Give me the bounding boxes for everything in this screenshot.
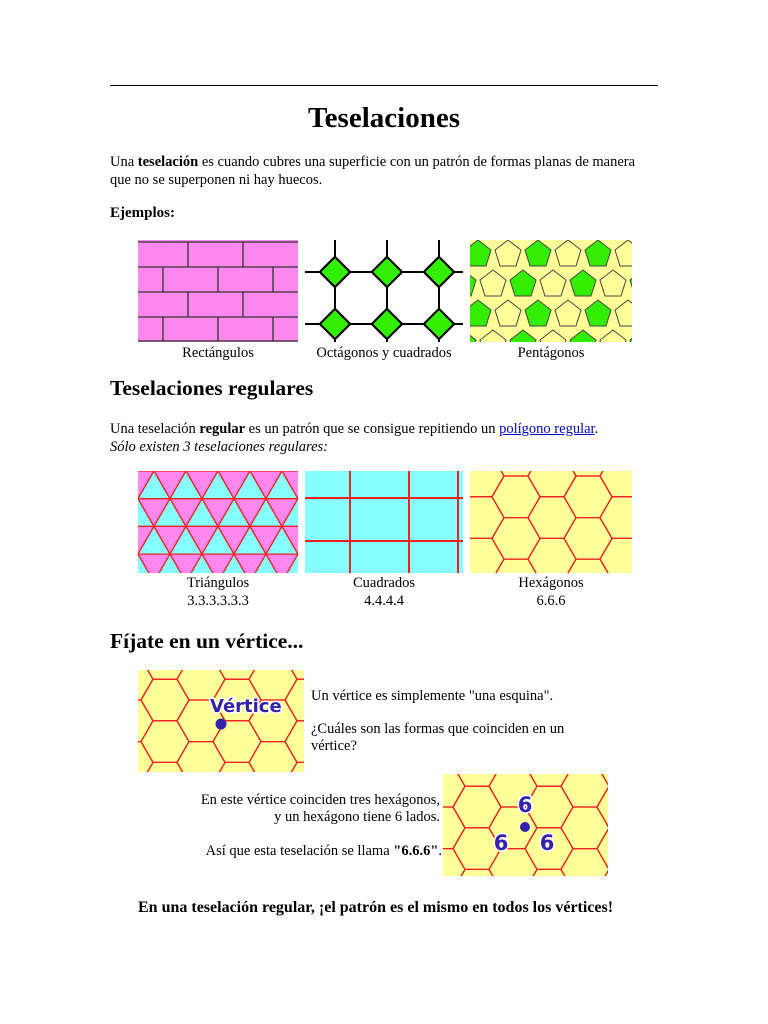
vertex-hexagon-image bbox=[138, 670, 304, 772]
vertex-p3-line1: En este vértice coinciden tres hexágonos, bbox=[200, 792, 440, 808]
regular-term: regular bbox=[199, 421, 246, 437]
hex-number-top: 6 bbox=[517, 793, 533, 817]
pentagon-tiles bbox=[470, 240, 632, 342]
caption-hexagons bbox=[470, 574, 632, 610]
squares-name: Cuadrados bbox=[352, 575, 415, 591]
intro-paragraph bbox=[110, 153, 650, 189]
triangle-tiles bbox=[138, 471, 298, 573]
caption-octagons-squares: Octágonos y cuadrados bbox=[316, 345, 452, 361]
intro-pre: Una bbox=[110, 154, 138, 170]
vertex-label: Vértice bbox=[210, 696, 282, 717]
vertex-dot-icon bbox=[216, 719, 227, 730]
triangle-tiling-image bbox=[138, 471, 298, 573]
hexagons-name: Hexágonos bbox=[518, 575, 584, 591]
vertex-heading: Fíjate en un vértice... bbox=[110, 629, 304, 653]
caption-pentagons: Pentágonos bbox=[517, 345, 585, 361]
hex-number-left: 6 bbox=[493, 831, 509, 855]
regular-paragraph bbox=[110, 420, 650, 456]
regular-polygon-link[interactable]: polígono regular bbox=[499, 421, 595, 437]
cyan-background bbox=[305, 471, 463, 573]
regular-italic-note: Sólo existen 3 teselaciones regulares: bbox=[110, 439, 328, 455]
vertex-p4-term: "6.6.6" bbox=[393, 843, 439, 859]
examples-heading: Ejemplos: bbox=[110, 205, 175, 221]
octagon-square-tiles bbox=[305, 240, 463, 342]
hexagons-code: 6.6.6 bbox=[536, 593, 566, 609]
triangles-code: 3.3.3.3.3.3 bbox=[187, 593, 249, 609]
yellow-background bbox=[470, 471, 632, 573]
caption-triangles bbox=[138, 574, 298, 610]
pentagon-tiling-image bbox=[470, 240, 632, 342]
regular-heading: Teselaciones regulares bbox=[110, 376, 314, 400]
caption-squares bbox=[305, 574, 463, 610]
triangles-name: Triángulos bbox=[186, 575, 250, 591]
intro-term: teselación bbox=[137, 154, 199, 170]
six-six-six-image bbox=[443, 774, 608, 876]
vertex-dot-icon bbox=[520, 822, 530, 832]
page-title: Teselaciones bbox=[308, 102, 460, 134]
hexagon-tiles bbox=[470, 471, 632, 573]
regular-text-mid: es un patrón que se consigue repitiendo un bbox=[245, 421, 500, 437]
regular-text-pre: Una teselación bbox=[110, 421, 200, 437]
vertex-p2: ¿Cuáles son las formas que coinciden en un vértice? bbox=[311, 721, 565, 754]
octagon-square-tiling-image bbox=[305, 240, 463, 342]
square-tiling-image bbox=[305, 471, 463, 573]
regular-text-end: . bbox=[594, 421, 599, 437]
vertex-p4-end: . bbox=[438, 843, 442, 859]
top-divider bbox=[110, 85, 658, 86]
vertex-p3 bbox=[160, 792, 440, 826]
vertex-p1: Un vértice es simplemente "una esquina". bbox=[311, 688, 554, 704]
caption-rectangles: Rectángulos bbox=[182, 345, 254, 361]
hex-number-right: 6 bbox=[539, 831, 555, 855]
final-statement: En una teselación regular, ¡el patrón es el mismo en todos los vértices! bbox=[138, 899, 614, 916]
squares-code: 4.4.4.4 bbox=[364, 593, 404, 609]
vertex-p3-line2: y un hexágono tiene 6 lados. bbox=[274, 809, 440, 825]
hexagon-tiling-image bbox=[470, 471, 632, 573]
rectangle-brick-tiling-image bbox=[138, 240, 298, 342]
vertex-p4 bbox=[160, 843, 442, 860]
vertex-p4-pre: Así que esta teselación se llama bbox=[205, 843, 394, 859]
intro-post: es cuando cubres una superficie con un patrón de formas planas de manera que no se superponen ni hay huecos. bbox=[110, 154, 636, 188]
